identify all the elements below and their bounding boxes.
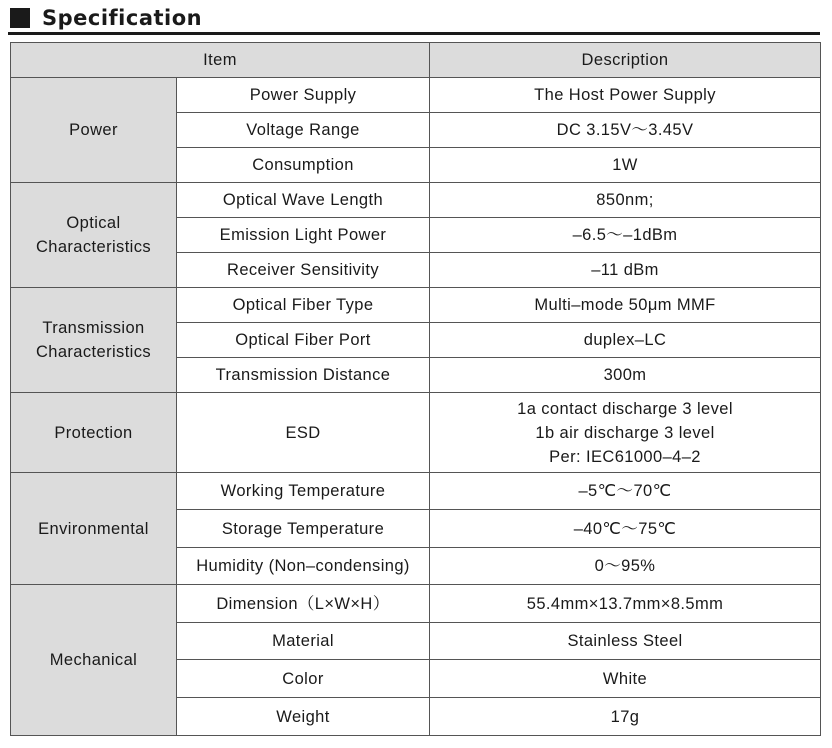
category-cell: Protection	[11, 393, 177, 473]
item-cell: Consumption	[177, 148, 430, 183]
item-cell: Transmission Distance	[177, 358, 430, 393]
item-cell: Optical Fiber Port	[177, 323, 430, 358]
description-cell: –11 dBm	[430, 253, 821, 288]
description-cell: 1W	[430, 148, 821, 183]
category-cell: Power	[11, 78, 177, 183]
header-rule	[8, 32, 820, 35]
item-cell: Receiver Sensitivity	[177, 253, 430, 288]
description-cell: –5℃～70℃	[430, 473, 821, 510]
item-cell: Color	[177, 660, 430, 698]
item-cell: ESD	[177, 393, 430, 473]
category-line: Characteristics	[35, 343, 152, 361]
description-cell: 850nm;	[430, 183, 821, 218]
category-cell	[11, 288, 177, 393]
description-cell: 0～95%	[430, 548, 821, 585]
description-line: Per: IEC61000–4–2	[549, 447, 701, 466]
item-cell: Weight	[177, 698, 430, 736]
description-cell: Multi–mode 50μm MMF	[430, 288, 821, 323]
table-row	[11, 288, 821, 323]
item-cell: Storage Temperature	[177, 510, 430, 548]
table-row	[11, 183, 821, 218]
item-cell: Dimension（L×W×H）	[177, 585, 430, 623]
category-cell	[11, 183, 177, 288]
description-cell: Stainless Steel	[430, 623, 821, 660]
category-line: Transmission	[42, 319, 145, 337]
description-cell: The Host Power Supply	[430, 78, 821, 113]
item-cell: Emission Light Power	[177, 218, 430, 253]
table-row	[11, 473, 821, 510]
description-cell: DC 3.15V～3.45V	[430, 113, 821, 148]
section-title: Specification	[42, 6, 203, 30]
description-line: 1b air discharge 3 level	[535, 423, 715, 442]
header-square-marker	[10, 8, 30, 28]
column-header-description: Description	[430, 43, 821, 78]
item-cell: Power Supply	[177, 78, 430, 113]
item-cell: Working Temperature	[177, 473, 430, 510]
description-cell: –40℃～75℃	[430, 510, 821, 548]
table-row	[11, 78, 821, 113]
item-cell: Voltage Range	[177, 113, 430, 148]
spec-table	[10, 42, 821, 736]
category-line: Optical	[66, 214, 121, 232]
description-cell: duplex–LC	[430, 323, 821, 358]
category-cell: Environmental	[11, 473, 177, 585]
description-cell: –6.5～–1dBm	[430, 218, 821, 253]
item-cell: Optical Wave Length	[177, 183, 430, 218]
description-cell: White	[430, 660, 821, 698]
item-cell: Optical Fiber Type	[177, 288, 430, 323]
column-header-item: Item	[11, 43, 430, 78]
description-cell: 55.4mm×13.7mm×8.5mm	[430, 585, 821, 623]
category-cell: Mechanical	[11, 585, 177, 736]
description-cell	[430, 393, 821, 473]
section-header	[8, 4, 820, 34]
category-line: Characteristics	[35, 238, 152, 256]
description-line: 1a contact discharge 3 level	[517, 399, 733, 418]
table-header-row	[11, 43, 821, 78]
table-row	[11, 393, 821, 473]
table-row	[11, 585, 821, 623]
item-cell: Material	[177, 623, 430, 660]
description-cell: 300m	[430, 358, 821, 393]
item-cell: Humidity (Non–condensing)	[177, 548, 430, 585]
description-cell: 17g	[430, 698, 821, 736]
